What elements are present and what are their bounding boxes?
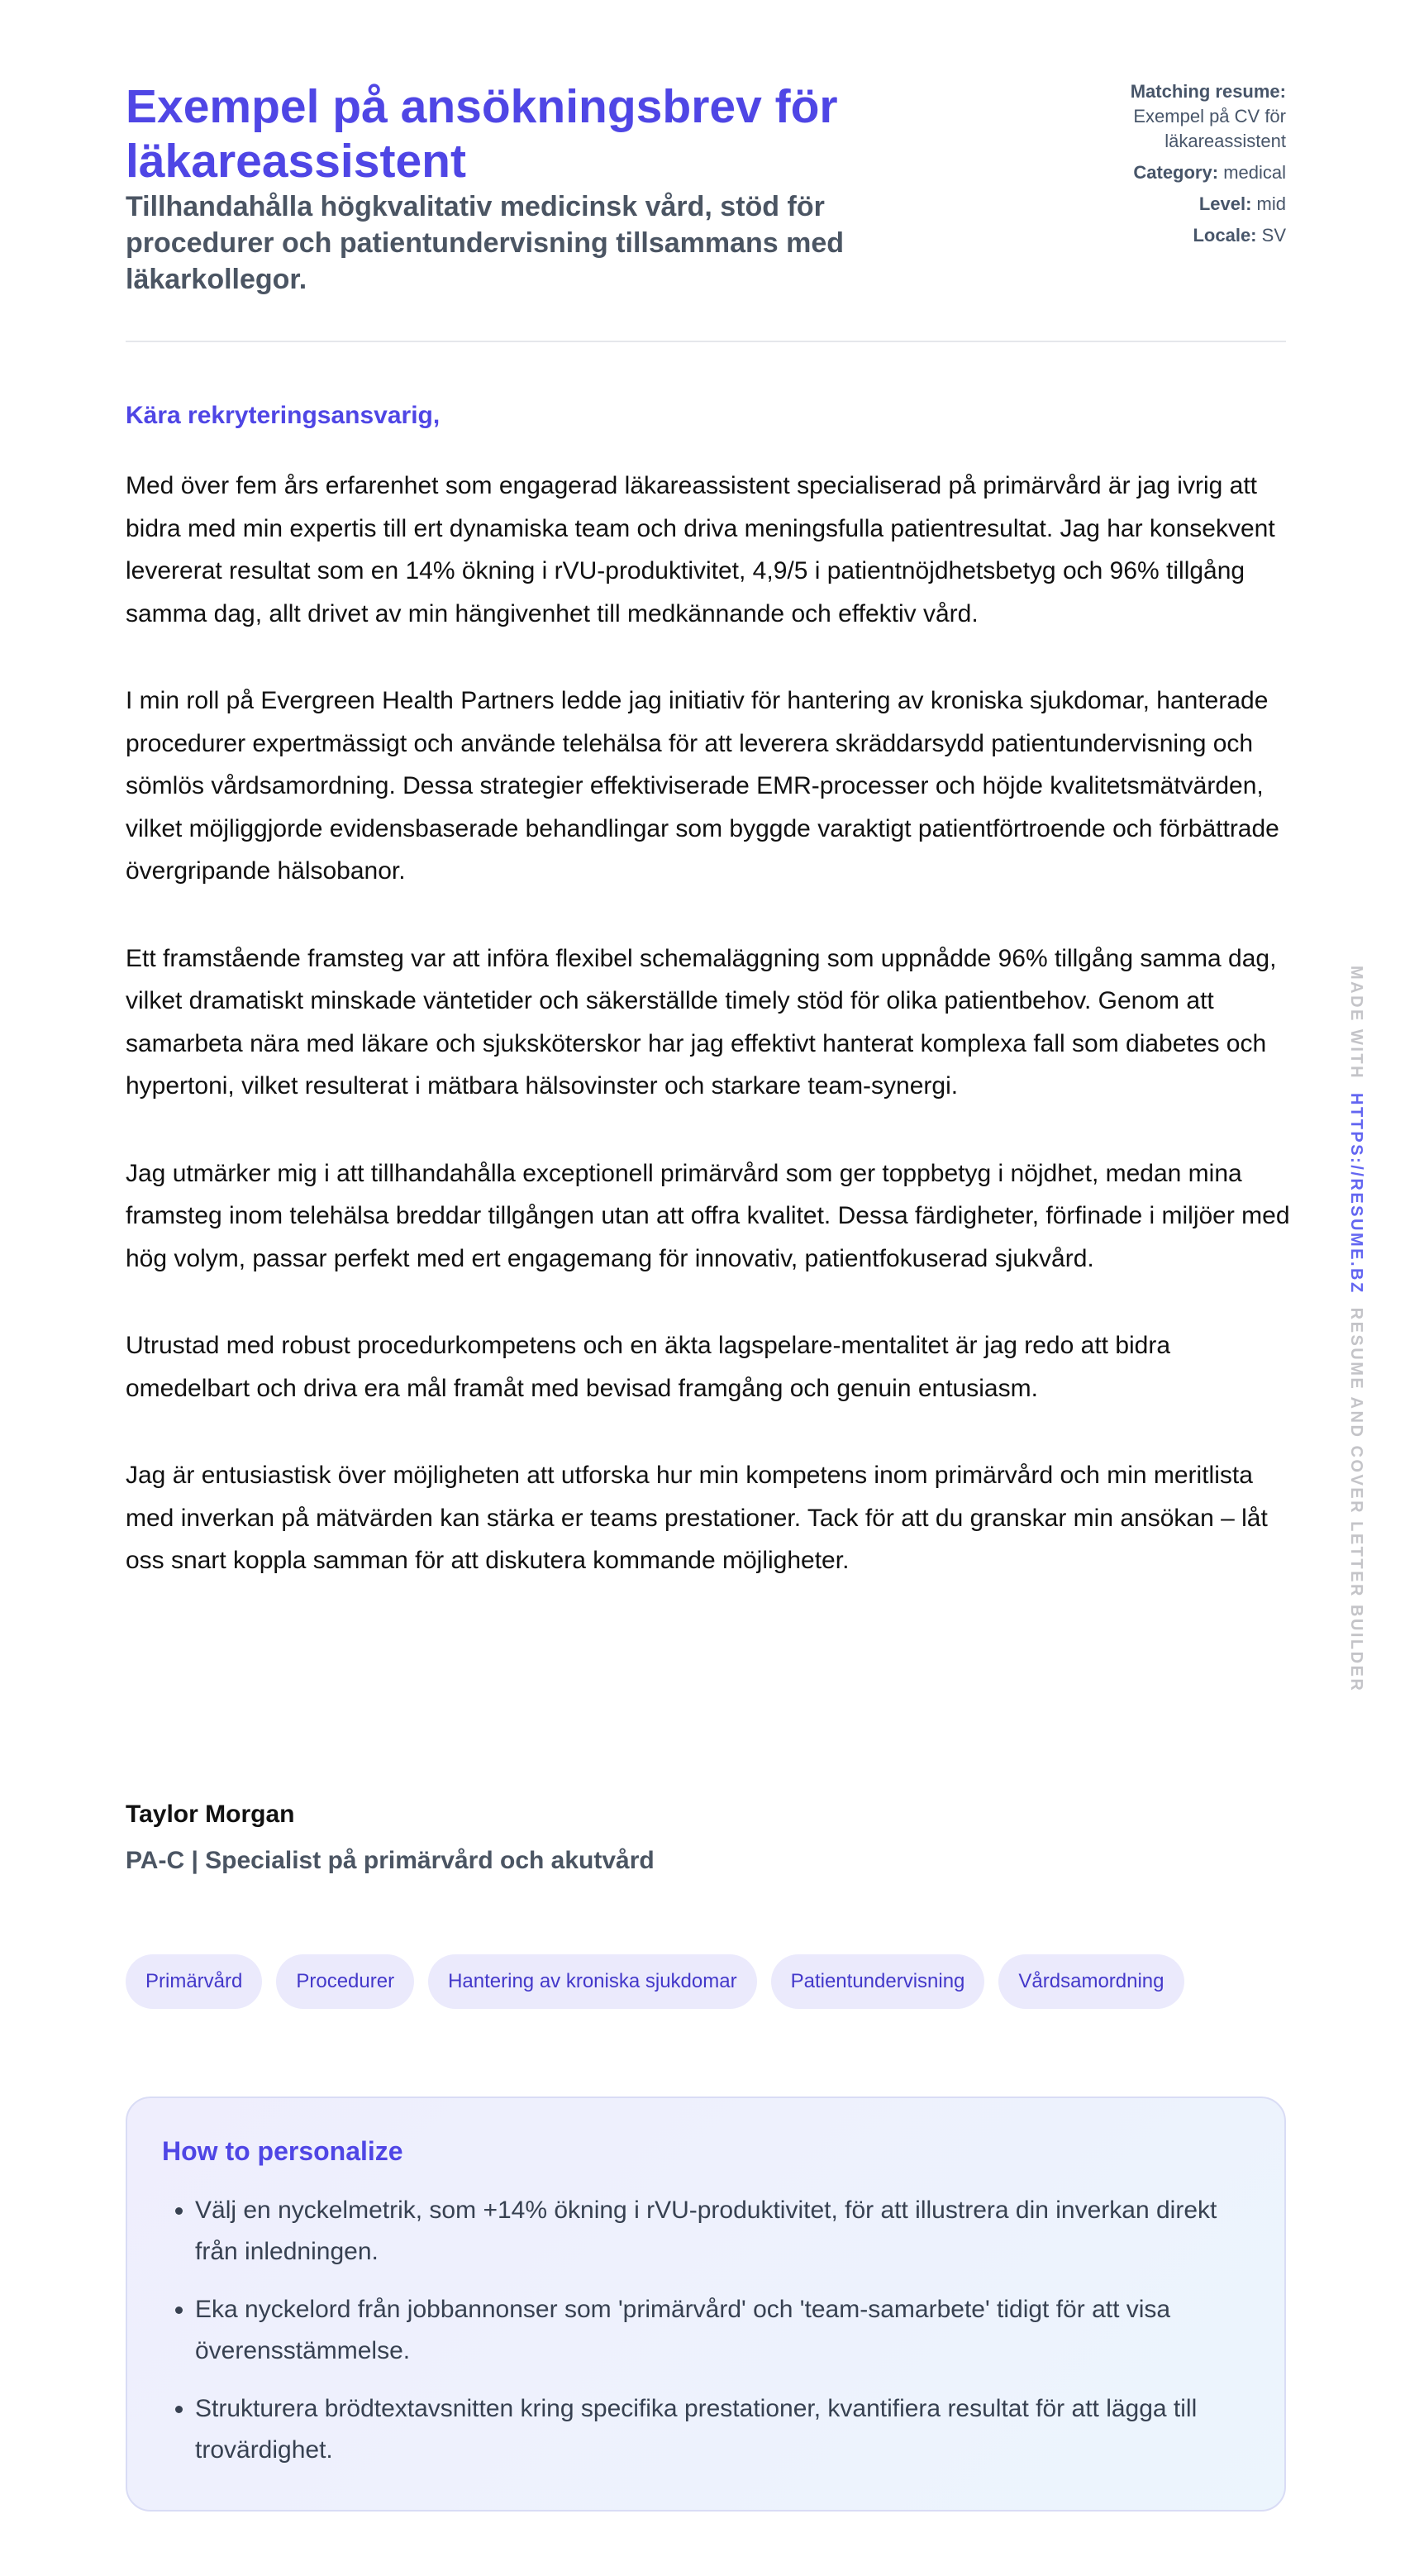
signature xyxy=(126,1801,655,1875)
tip-item: • Strukturera brödtextavsnitten kring specifika prestationer, kvantifiera resultat för att lägga till trovärdighet. xyxy=(195,2388,1250,2471)
meta-value: mid xyxy=(1256,193,1286,214)
tips-list xyxy=(162,2190,1250,2471)
tag-list xyxy=(126,1954,1184,2009)
paragraph: Jag är entusiastisk över möjligheten att utforska hur min kompetens inom primärvård och min meritlista med inverkan på mätvärden kan stärka er teams prestationer. Tack för att du granskar min ansökan – låt oss snart koppla samman för att diskutera kommande möjligheter. xyxy=(126,1462,1268,1574)
letter-body xyxy=(126,465,1291,1627)
paragraph: I min roll på Evergreen Health Partners ledde jag initiativ för hantering av kroniska sjukdomar, hanterade procedurer expertmässigt och använde telehälsa för att leverera skräddarsydd patientundervisning och sömlös vårdsamordning. Dessa strategier effektiviserade EMR-processer och höjde kvalitetsmätvärden, vilket möjliggjorde evidensbaserade behandlingar som byggde varaktigt patientförtroende och förbättrade övergripande hälsobanor. xyxy=(126,687,1279,885)
matching-resume-link[interactable]: Exempel på CV för läkareassistent xyxy=(1133,106,1286,151)
meta-label: Locale: xyxy=(1193,225,1257,246)
meta-value: SV xyxy=(1261,225,1286,246)
page-subtitle: Tillhandahålla högkvalitativ medicinsk vård, stöd för procedurer och patientundervisning tillsammans med läkarkollegor. xyxy=(126,191,845,295)
signature-name: Taylor Morgan xyxy=(126,1801,295,1828)
personalize-tips xyxy=(126,2097,1286,2512)
paragraph: Jag utmärker mig i att tillhandahålla exceptionell primärvård som ger toppbetyg i nöjdhet, medan mina framsteg inom telehälsa breddar tillgången utan att offra kvalitet. Dessa färdigheter, förfinade i miljöer med hög volym, passar perfekt med ert engagemang för innovativ, patientfokuserad sjukvård. xyxy=(126,1159,1290,1272)
resume-bz-link[interactable]: HTTPS://RESUME.BZ xyxy=(1347,1093,1365,1295)
watermark xyxy=(1346,966,1365,1692)
made-with-text: MADE WITH xyxy=(1347,966,1365,1080)
tag: Patientundervisning xyxy=(771,1954,985,2009)
meta-value: medical xyxy=(1223,162,1286,183)
tagline-text: RESUME AND COVER LETTER BUILDER xyxy=(1347,1307,1365,1693)
greeting: Kära rekryteringsansvarig, xyxy=(126,402,441,429)
tag: Primärvård xyxy=(126,1954,262,2009)
tag: Hantering av kroniska sjukdomar xyxy=(428,1954,757,2009)
meta-matching xyxy=(1071,79,1286,154)
meta-category xyxy=(1071,160,1286,185)
meta-label: Matching resume: xyxy=(1130,81,1286,102)
tag: Procedurer xyxy=(276,1954,414,2009)
tips-title: How to personalize xyxy=(162,2136,403,2166)
tip-item: • Eka nyckelord från jobbannonser som 'primärvård' och 'team-samarbete' tidigt för att visa överensstämmelse. xyxy=(195,2289,1250,2372)
header xyxy=(126,79,1286,342)
page-title: Exempel på ansökningsbrev för läkareassistent xyxy=(126,80,838,188)
meta-panel xyxy=(1071,79,1286,255)
tag: Vårdsamordning xyxy=(998,1954,1184,2009)
signature-role: PA-C | Specialist på primärvård och akutvård xyxy=(126,1847,655,1874)
meta-locale xyxy=(1071,223,1286,248)
paragraph: Med över fem års erfarenhet som engagerad läkareassistent specialiserad på primärvård är jag ivrig att bidra med min expertis till ert dynamiska team och driva meningsfulla patientresultat. Jag har konsekvent levererat resultat som en 14% ökning i rVU-produktivitet, 4,9/5 i patientnöjdhetsbetyg och 96% tillgång samma dag, allt drivet av min hängivenhet till medkännande och effektiv vård. xyxy=(126,472,1275,627)
paragraph: Ett framstående framsteg var att införa flexibel schemaläggning som uppnådde 96% tillgång samma dag, vilket dramatiskt minskade väntetider och säkerställde timely stöd för olika patientbehov. Genom att samarbeta nära med läkare och sjuksköterskor har jag effektivt hanterat komplexa fall som diabetes och hypertoni, vilket resulterat i mätbara hälsovinster och starkare team-synergi. xyxy=(126,944,1277,1100)
paragraph: Utrustad med robust procedurkompetens och en äkta lagspelare-mentalitet är jag redo att bidra omedelbart och driva era mål framåt med bevisad framgång och genuin entusiasm. xyxy=(126,1332,1171,1402)
meta-label: Category: xyxy=(1133,162,1219,183)
tip-item: • Välj en nyckelmetrik, som +14% ökning i rVU-produktivitet, för att illustrera din inverkan direkt från inledningen. xyxy=(195,2190,1250,2273)
meta-level xyxy=(1071,192,1286,217)
meta-label: Level: xyxy=(1198,193,1252,214)
